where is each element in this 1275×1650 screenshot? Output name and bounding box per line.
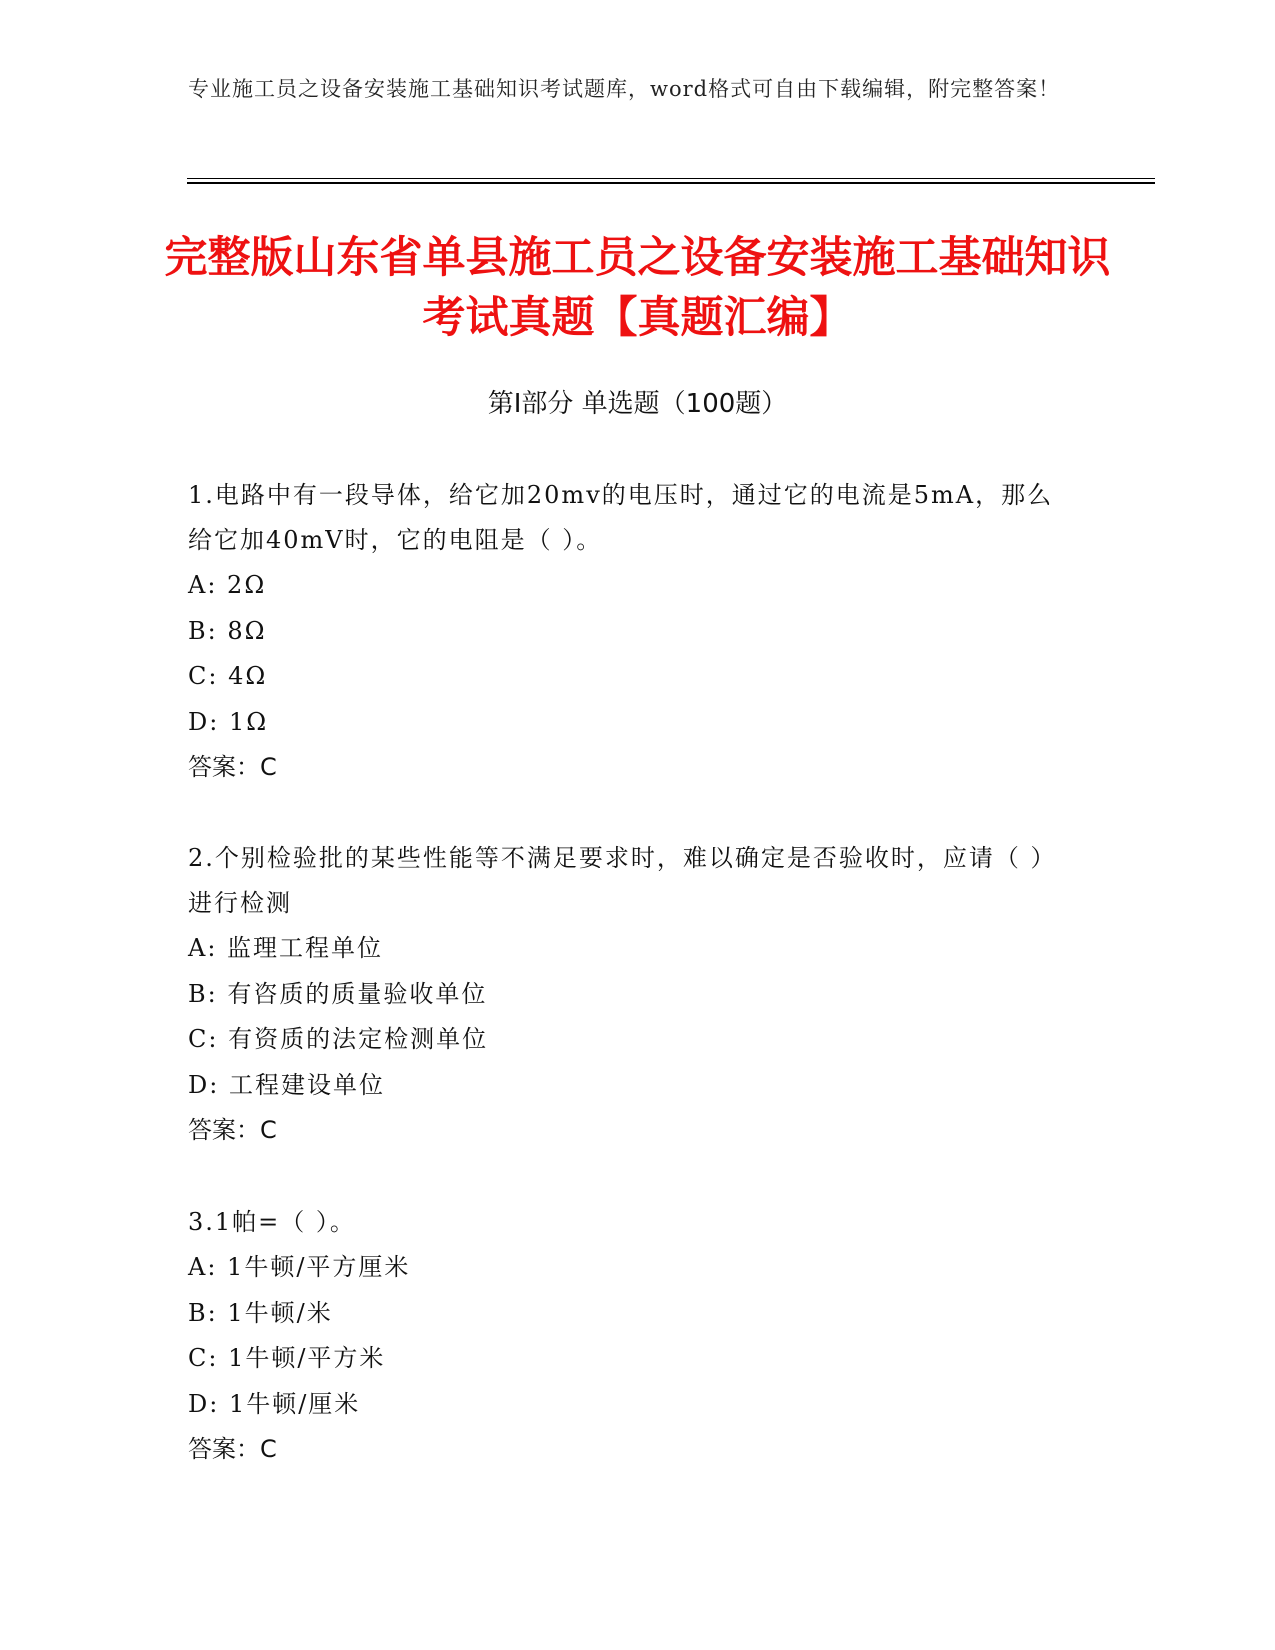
option-d: D: 1Ω (188, 707, 269, 736)
question-block (188, 1200, 1068, 1472)
header-note: 专业施工员之设备安装施工基础知识考试题库，word格式可自由下载编辑，附完整答案！ (188, 77, 1061, 101)
option-d: D: 1牛顿/厘米 (188, 1389, 361, 1418)
answer: 答案：C (188, 753, 277, 781)
answer: 答案：C (188, 1116, 277, 1144)
option-b: B: 1牛顿/米 (188, 1298, 333, 1327)
header-divider-thin (187, 178, 1155, 179)
option-b: B: 8Ω (188, 616, 267, 645)
document-title: 完整版山东省单县施工员之设备安装施工基础知识考试真题【真题汇编】 (164, 233, 1111, 343)
section-title: 第I部分 单选题（100题） (487, 389, 788, 419)
option-a: A: 2Ω (188, 571, 267, 599)
option-a: A: 监理工程单位 (188, 934, 384, 962)
question-block (188, 473, 1068, 790)
option-b: B: 有咨质的质量验收单位 (188, 979, 488, 1008)
header-divider-thick (187, 182, 1155, 184)
question-block (188, 836, 1068, 1153)
option-a: A: 1牛顿/平方厘米 (188, 1253, 411, 1281)
option-d: D: 工程建设单位 (188, 1070, 385, 1099)
question-text: 2.个别检验批的某些性能等不满足要求时，难以确定是否验收时，应请（ ）进行检测 (188, 844, 1057, 917)
question-text: 3.1帕=（ ）。 (188, 1208, 356, 1236)
option-c: C: 有资质的法定检测单位 (188, 1025, 489, 1053)
answer: 答案：C (188, 1435, 277, 1463)
option-c: C: 4Ω (188, 662, 268, 690)
option-c: C: 1牛顿/平方米 (188, 1344, 386, 1372)
question-text: 1.电路中有一段导体，给它加20mv的电压时，通过它的电流是5mA，那么给它加40mV时，它的电阻是（ ）。 (188, 481, 1054, 554)
